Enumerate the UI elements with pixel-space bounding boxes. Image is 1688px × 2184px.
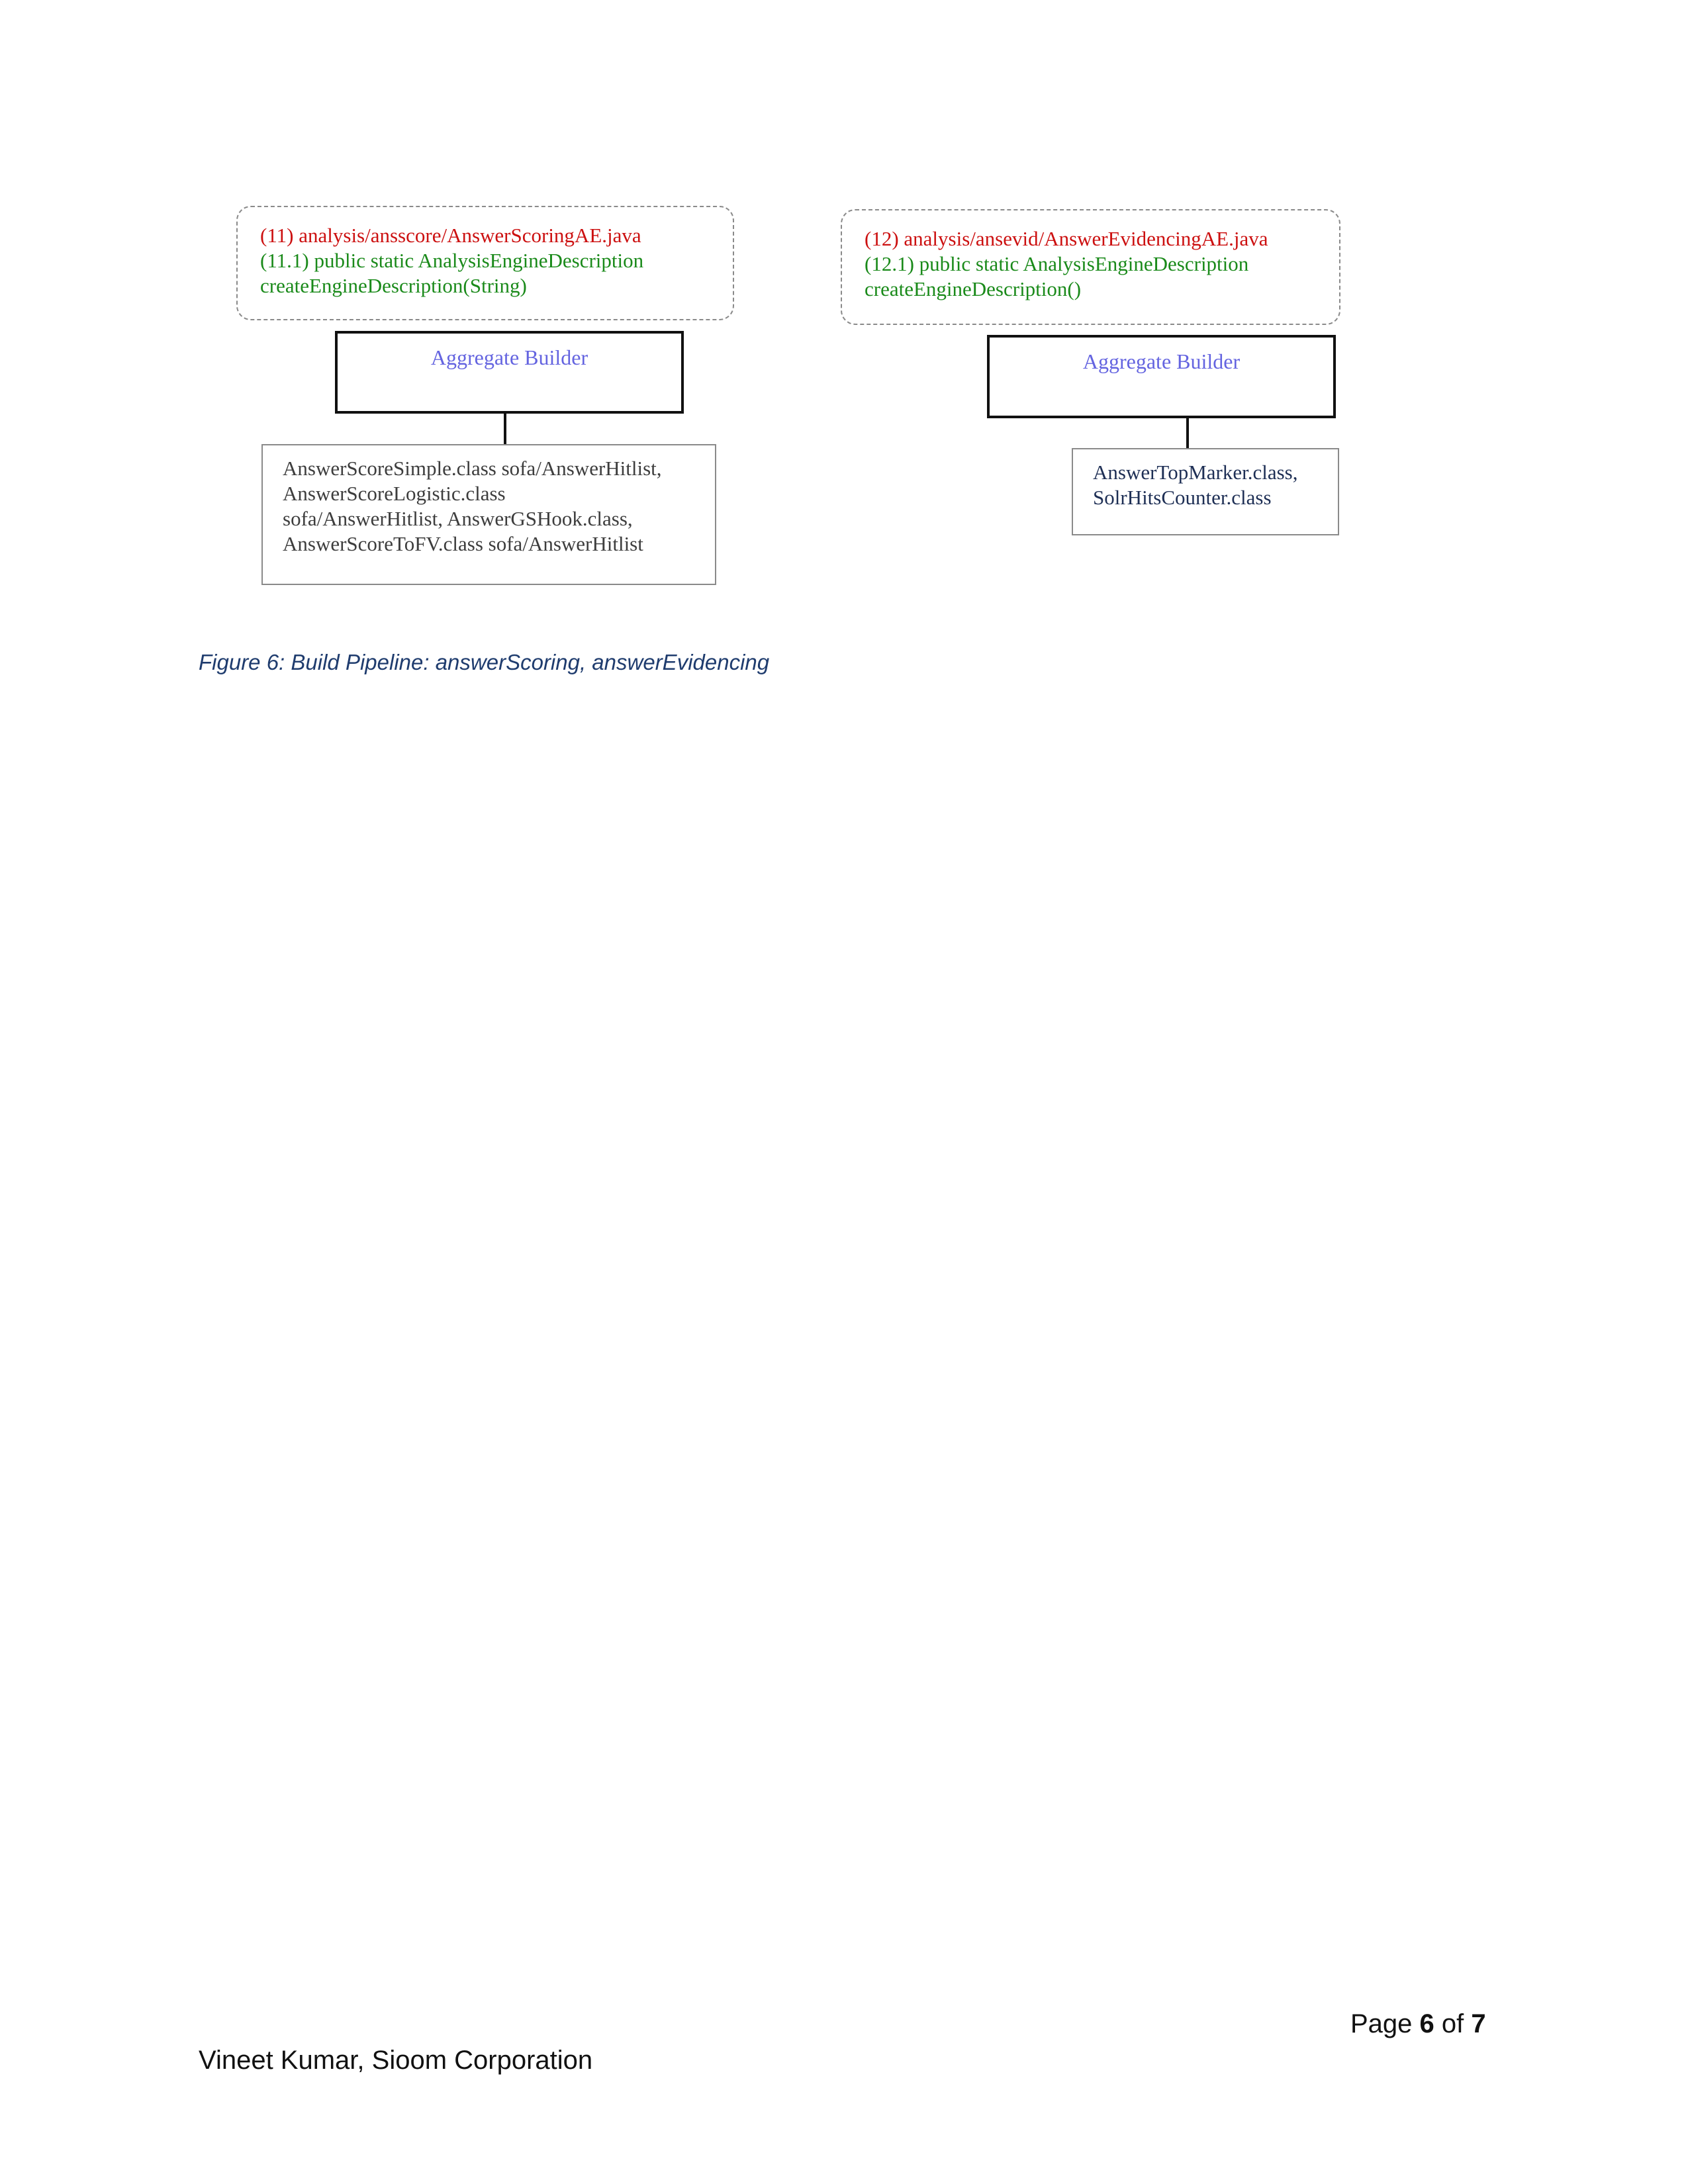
source-file-label: (12) analysis/ansevid/AnswerEvidencingAE.java (865, 227, 1268, 250)
source-box-answer-evidencing (841, 209, 1340, 325)
footer-author: Vineet Kumar, Sioom Corporation (199, 2046, 593, 2075)
page-of: of (1441, 2009, 1464, 2038)
connector-line-right (1186, 418, 1189, 448)
aggregate-builder-box-left (335, 331, 684, 414)
class-list-line: AnswerScoreToFV.class sofa/AnswerHitlist (283, 532, 643, 555)
class-list-line: sofa/AnswerHitlist, AnswerGSHook.class, (283, 507, 633, 530)
figure-caption: Figure 6: Build Pipeline: answerScoring, answerEvidencing (199, 650, 770, 674)
class-list-box-answer-evidencing (1072, 448, 1339, 535)
page-total: 7 (1471, 2009, 1486, 2038)
page-prefix: Page (1350, 2009, 1413, 2038)
aggregate-builder-box-right (987, 335, 1336, 418)
page-number (1350, 2009, 1486, 2039)
connector-line-left (504, 414, 506, 444)
source-file-label: (11) analysis/ansscore/AnswerScoringAE.java (260, 224, 641, 247)
method-signature-line1: (11.1) public static AnalysisEngineDescription (260, 249, 644, 272)
aggregate-builder-label: Aggregate Builder (430, 345, 588, 369)
class-list-line: AnswerScoreSimple.class sofa/AnswerHitlist, (283, 457, 662, 480)
class-list-line: AnswerScoreLogistic.class (283, 482, 506, 505)
method-signature-line2: createEngineDescription(String) (260, 274, 527, 297)
class-list-line: AnswerTopMarker.class, (1093, 461, 1298, 484)
method-signature-line1: (12.1) public static AnalysisEngineDescription (865, 252, 1249, 275)
class-list-box-answer-scoring (261, 444, 716, 585)
page-current: 6 (1419, 2009, 1434, 2038)
source-box-answer-scoring (236, 206, 734, 320)
aggregate-builder-label: Aggregate Builder (1082, 349, 1241, 373)
class-list-line: SolrHitsCounter.class (1093, 486, 1272, 509)
method-signature-line2: createEngineDescription() (865, 277, 1082, 300)
